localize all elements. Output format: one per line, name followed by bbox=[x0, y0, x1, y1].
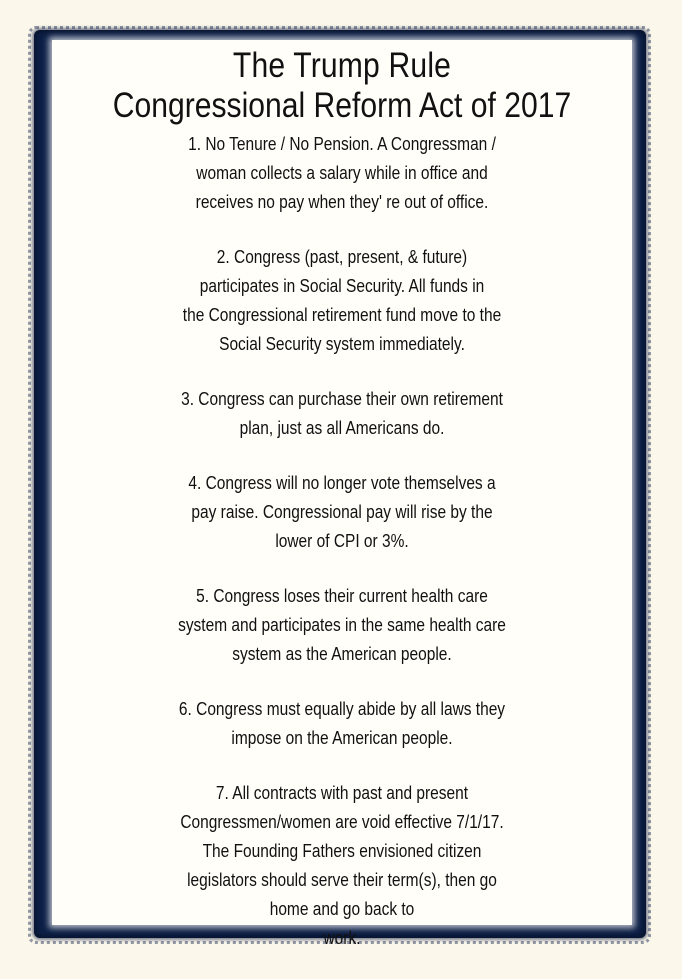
rule-list bbox=[52, 130, 632, 953]
rule-line: Congressmen/women are void effective 7/1/17. bbox=[180, 812, 504, 832]
rule-line: work. bbox=[323, 928, 361, 948]
rule-item-2 bbox=[93, 243, 592, 359]
rule-line: impose on the American people. bbox=[231, 728, 453, 748]
rule-line: legislators should serve their term(s), then go bbox=[187, 870, 497, 890]
rule-line: participates in Social Security. All funds in bbox=[199, 276, 485, 296]
rule-item-6 bbox=[93, 695, 592, 753]
rule-line: the Congressional retirement fund move to the bbox=[182, 305, 502, 325]
rule-line: The Founding Fathers envisioned citizen bbox=[202, 841, 482, 861]
rule-item-1 bbox=[93, 130, 592, 217]
rule-line: 1. No Tenure / No Pension. A Congressman / bbox=[188, 134, 496, 154]
rule-item-7 bbox=[93, 779, 592, 953]
rule-line: 5. Congress loses their current health care bbox=[196, 586, 488, 606]
rule-line: 7. All contracts with past and present bbox=[215, 783, 469, 803]
rule-item-3 bbox=[93, 385, 592, 443]
rule-line: Social Security system immediately. bbox=[219, 334, 465, 354]
rule-line: plan, just as all Americans do. bbox=[239, 418, 445, 438]
rule-line: 2. Congress (past, present, & future) bbox=[216, 247, 468, 267]
document-title: The Trump Rule bbox=[232, 46, 452, 85]
document-subtitle: Congressional Reform Act of 2017 bbox=[112, 86, 572, 125]
rule-line: 3. Congress can purchase their own retirement bbox=[181, 389, 503, 409]
rule-line: lower of CPI or 3%. bbox=[275, 531, 409, 551]
rule-item-5 bbox=[93, 582, 592, 669]
rule-line: pay raise. Congressional pay will rise by the bbox=[191, 502, 493, 522]
rule-item-4 bbox=[93, 469, 592, 556]
rule-line: system as the American people. bbox=[232, 644, 452, 664]
rule-line: woman collects a salary while in office and bbox=[196, 163, 488, 183]
rule-line: receives no pay when they' re out of office. bbox=[195, 192, 489, 212]
rule-line: home and go back to bbox=[269, 899, 415, 919]
rule-line: system and participates in the same health care bbox=[178, 615, 506, 635]
rule-line: 4. Congress will no longer vote themselves a bbox=[188, 473, 496, 493]
rule-line: 6. Congress must equally abide by all laws they bbox=[178, 699, 506, 719]
document-content bbox=[52, 40, 632, 979]
